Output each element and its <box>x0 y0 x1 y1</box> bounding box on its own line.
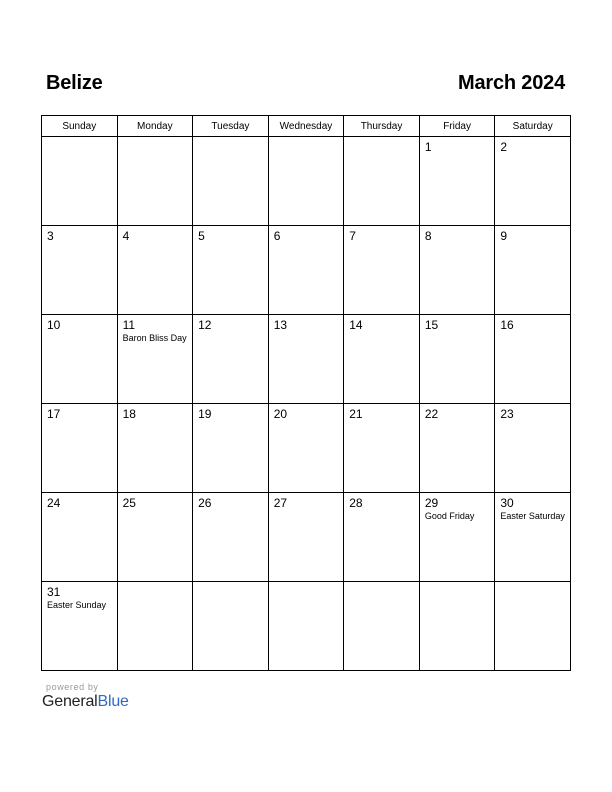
brand-general: General <box>42 693 98 710</box>
day-number: 7 <box>349 229 356 243</box>
weekday-thursday: Thursday <box>344 116 420 137</box>
holiday-label: Easter Sunday <box>47 600 107 610</box>
day-number: 3 <box>47 229 54 243</box>
weekday-sunday: Sunday <box>42 116 118 137</box>
week-row <box>42 582 571 671</box>
day-number: 18 <box>122 407 136 421</box>
day-number: 4 <box>122 229 130 243</box>
weekday-header-row <box>42 116 571 137</box>
day-number: 29 <box>424 496 439 510</box>
day-cell[interactable] <box>117 315 193 404</box>
day-cell[interactable] <box>495 493 571 582</box>
day-number: 20 <box>273 407 288 421</box>
empty-day-cell <box>419 582 495 671</box>
week-row <box>42 404 571 493</box>
calendar-grid <box>41 115 571 671</box>
day-number: 11 <box>122 318 136 332</box>
week-row <box>42 493 571 582</box>
day-cell[interactable] <box>193 493 269 582</box>
day-cell[interactable] <box>42 226 118 315</box>
day-cell[interactable] <box>117 404 193 493</box>
powered-by-label: powered by <box>46 682 99 692</box>
day-cell[interactable] <box>268 404 344 493</box>
day-number: 21 <box>349 407 363 421</box>
empty-day-cell <box>268 582 344 671</box>
weekday-friday: Friday <box>419 116 495 137</box>
day-cell[interactable] <box>42 493 118 582</box>
day-number: 27 <box>273 496 288 510</box>
day-cell[interactable] <box>495 226 571 315</box>
brand-blue: Blue <box>97 693 129 710</box>
weekday-monday: Monday <box>117 116 193 137</box>
day-number: 8 <box>424 229 432 243</box>
calendar-body <box>42 137 571 671</box>
day-cell[interactable] <box>193 404 269 493</box>
day-cell[interactable] <box>419 404 495 493</box>
day-cell[interactable] <box>344 493 420 582</box>
brand-logo[interactable] <box>42 693 129 711</box>
day-number: 24 <box>47 496 61 510</box>
day-cell[interactable] <box>117 226 193 315</box>
empty-day-cell <box>193 582 269 671</box>
day-cell[interactable] <box>268 226 344 315</box>
day-cell[interactable] <box>42 404 118 493</box>
day-cell[interactable] <box>495 404 571 493</box>
day-cell[interactable] <box>117 493 193 582</box>
week-row <box>42 226 571 315</box>
day-cell[interactable] <box>193 315 269 404</box>
day-number: 31 <box>47 585 61 599</box>
empty-day-cell <box>193 137 269 226</box>
day-number: 17 <box>47 407 61 421</box>
day-number: 14 <box>349 318 363 332</box>
day-cell[interactable] <box>42 315 118 404</box>
day-number: 15 <box>424 318 439 332</box>
day-cell[interactable] <box>42 582 118 671</box>
footer <box>42 682 129 711</box>
day-number: 5 <box>198 229 205 243</box>
weekday-saturday: Saturday <box>495 116 571 137</box>
day-number: 12 <box>198 318 212 332</box>
day-number: 19 <box>198 407 212 421</box>
day-cell[interactable] <box>419 226 495 315</box>
month-year-title: March 2024 <box>458 72 565 94</box>
empty-day-cell <box>344 137 420 226</box>
day-number: 23 <box>500 407 514 421</box>
day-number: 26 <box>198 496 212 510</box>
week-row <box>42 137 571 226</box>
day-number: 13 <box>273 318 288 332</box>
day-number: 30 <box>500 496 514 510</box>
empty-day-cell <box>344 582 420 671</box>
empty-day-cell <box>495 582 571 671</box>
day-cell[interactable] <box>344 315 420 404</box>
day-cell[interactable] <box>419 315 495 404</box>
day-number: 22 <box>424 407 439 421</box>
day-number: 16 <box>500 318 514 332</box>
empty-day-cell <box>117 137 193 226</box>
day-cell[interactable] <box>193 226 269 315</box>
holiday-label: Baron Bliss Day <box>122 333 187 343</box>
day-number: 28 <box>349 496 363 510</box>
day-number: 6 <box>273 229 281 243</box>
holiday-label: Good Friday <box>424 511 475 521</box>
week-row <box>42 315 571 404</box>
day-cell[interactable] <box>268 315 344 404</box>
day-cell[interactable] <box>268 493 344 582</box>
day-cell[interactable] <box>344 404 420 493</box>
day-cell[interactable] <box>344 226 420 315</box>
weekday-wednesday: Wednesday <box>268 116 344 137</box>
holiday-label: Easter Saturday <box>500 511 565 521</box>
empty-day-cell <box>117 582 193 671</box>
day-number: 10 <box>47 318 61 332</box>
day-number: 2 <box>500 140 508 154</box>
empty-day-cell <box>42 137 118 226</box>
day-number: 9 <box>500 229 508 243</box>
day-cell[interactable] <box>495 315 571 404</box>
day-cell[interactable] <box>419 137 495 226</box>
country-title: Belize <box>46 72 103 94</box>
empty-day-cell <box>268 137 344 226</box>
day-number: 1 <box>424 140 432 154</box>
day-number: 25 <box>122 496 136 510</box>
day-cell[interactable] <box>419 493 495 582</box>
day-cell[interactable] <box>495 137 571 226</box>
weekday-tuesday: Tuesday <box>193 116 269 137</box>
